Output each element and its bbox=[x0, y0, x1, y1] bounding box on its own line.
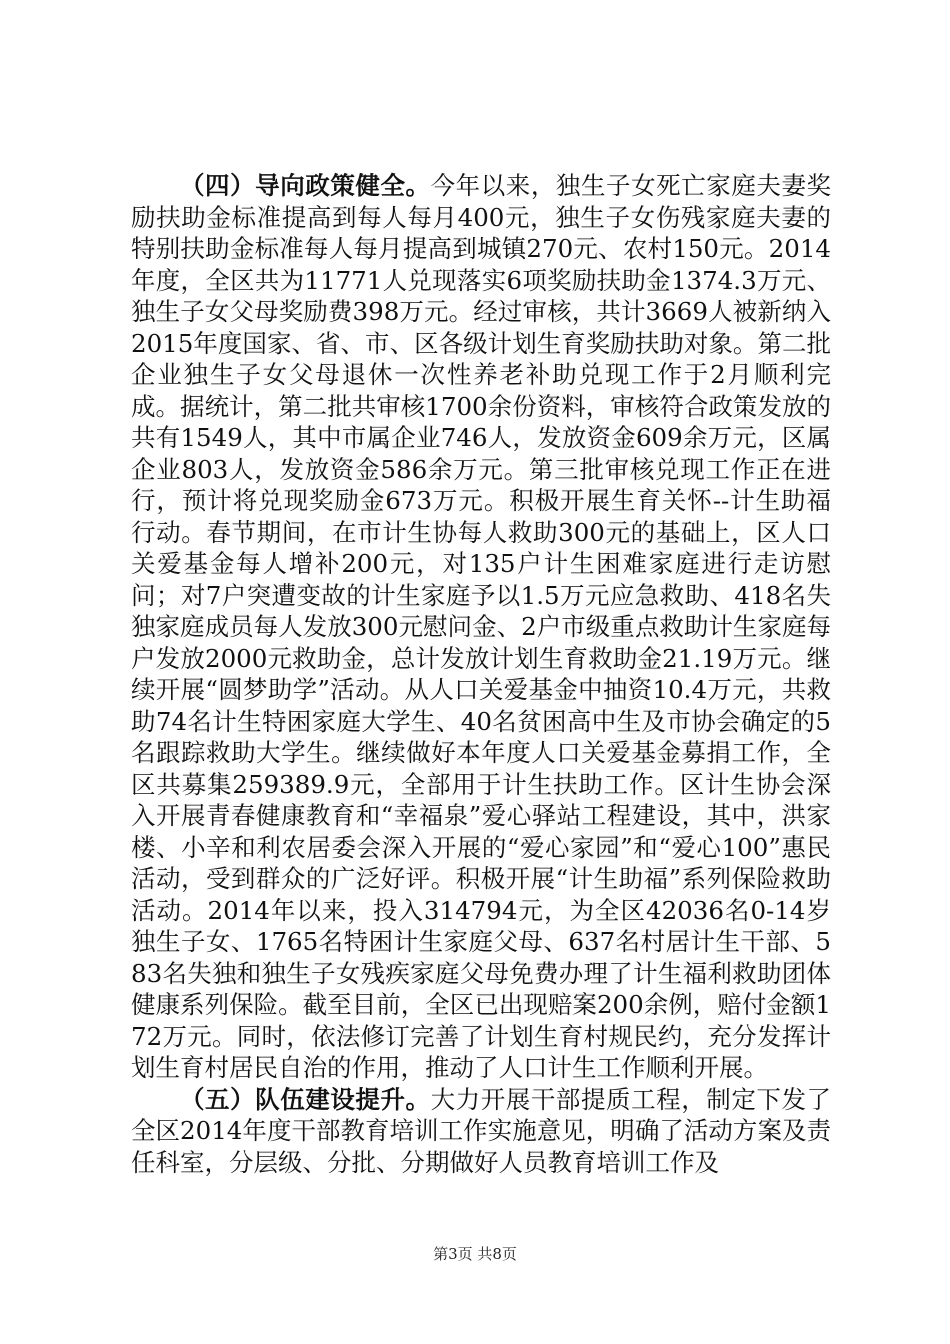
document-body bbox=[131, 170, 831, 1178]
page-footer: 第3页 共8页 bbox=[433, 1245, 517, 1263]
paragraph-text: 今年以来，独生子女死亡家庭夫妻奖励扶助金标准提高到每人每月400元，独生子女伤残家庭夫妻的特别扶助金标准每人每月提高到城镇270元、农村150元。2014年度，全区共为11771人兑现落实6项奖励扶助金1374.3万元、独生子女父母奖励费398万元。经过审核，共计3669人被新纳入2015年度国家、省、市、区各级计划生育奖励扶助对象。第二批企业独生子女父母退休一次性养老补助兑现工作于2月顺利完成。据统计，第二批共审核1700余份资料，审核符合政策发放的共有1549人，其中市属企业746人，发放资金609余万元，区属企业803人，发放资金586余万元。第三批审核兑现工作正在进行，预计将兑现奖励金673万元。积极开展生育关怀--计生助福行动。春节期间，在市计生协每人救助300元的基础上，区人口关爱基金每人增补200元，对135户计生困难家庭进行走访慰问；对7户突遭变故的计生家庭予以1.5万元应急救助、418名失独家庭成员每人发放300元慰问金、2户市级重点救助计生家庭每户发放2000元救助金，总计发放计划生育救助金21.19万元。继续开展“圆梦助学”活动。从人口关爱基金中抽资10.4万元，共救助74名计生特困家庭大学生、40名贫困高中生及市协会确定的5名跟踪救助大学生。继续做好本年度人口关爱基金募捐工作，全区共募集259389.9元，全部用于计生扶助工作。区计生协会深入开展青春健康教育和“幸福泉”爱心驿站工程建设，其中，洪家楼、小辛和利农居委会深入开展的“爱心家园”和“爱心100”惠民活动，受到群众的广泛好评。积极开展“计生助福”系列保险救助活动。2014年以来，投入314794元，为全区42036名0-14岁独生子女、1765名特困计生家庭父母、637名村居计生干部、583名失独和独生子女残疾家庭父母免费办理了计生福利救助团体健康系列保险。截至目前，全区已出现赔案200余例，赔付金额172万元。同时，依法修订完善了计划生育村规民约，充分发挥计划生育村居民自治的作用，推动了人口计生工作顺利开展。 bbox=[131, 171, 832, 1082]
paragraph-team bbox=[131, 1084, 831, 1179]
paragraph-text: 大力开展干部提质工程，制定下发了全区2014年度干部教育培训工作实施意见，明确了活动方案及责任科室，分层级、分批、分期做好人员教育培训工作及 bbox=[131, 1084, 832, 1177]
paragraph-heading: （五）队伍建设提升。 bbox=[180, 1084, 431, 1114]
paragraph-heading: （四）导向政策健全。 bbox=[180, 171, 431, 200]
paragraph-policy bbox=[131, 170, 831, 1084]
